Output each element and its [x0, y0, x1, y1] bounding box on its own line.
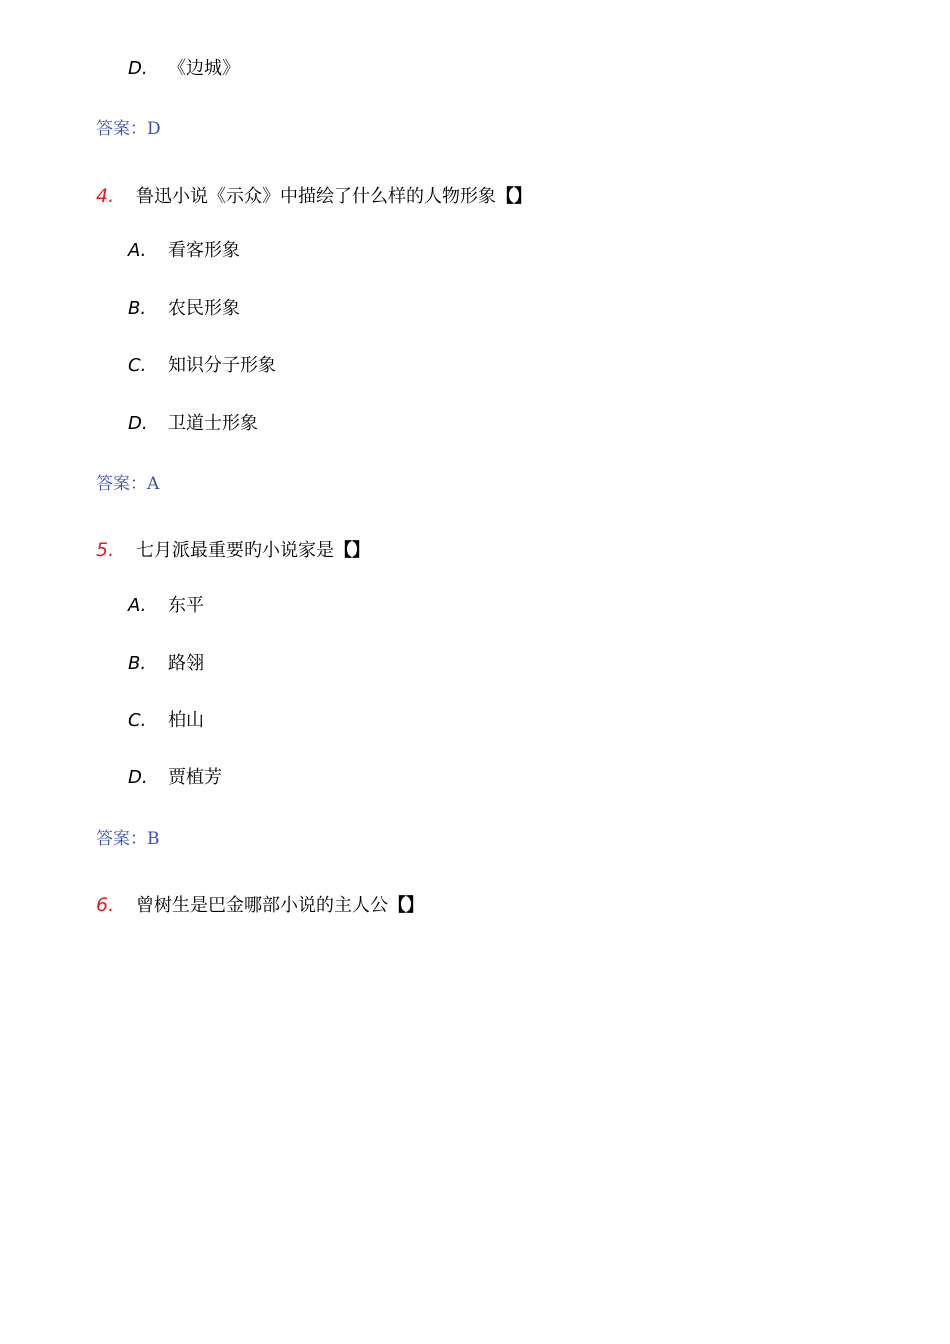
option-text: 路翎: [168, 653, 204, 674]
question-5: [96, 539, 370, 561]
option-a: [128, 240, 240, 262]
answer-bracket: 【】: [496, 186, 532, 207]
option-letter: A.: [128, 240, 147, 261]
option-letter: D.: [128, 413, 148, 434]
option-letter: C.: [128, 710, 147, 731]
option-letter: B.: [128, 653, 147, 674]
option-letter: C.: [128, 355, 147, 376]
question-6: [96, 894, 424, 916]
option-text: 农民形象: [168, 298, 240, 319]
question-4: [96, 185, 532, 207]
answer-bracket: 【】: [388, 895, 424, 916]
answer-bracket: 【】: [334, 540, 370, 561]
option-letter: B.: [128, 298, 147, 319]
option-text: 卫道士形象: [168, 413, 258, 434]
answer-line: 答案：D: [96, 119, 161, 139]
question-text: 鲁迅小说《示众》中描绘了什么样的人物形象: [136, 186, 496, 207]
option-b: [128, 298, 240, 320]
option-text: 知识分子形象: [168, 355, 276, 376]
option-letter: D.: [128, 58, 148, 79]
option-a: [128, 595, 204, 617]
option-text: 柏山: [168, 710, 204, 731]
option-b: [128, 653, 204, 675]
option-d: [128, 413, 258, 435]
answer-line: 答案：A: [96, 474, 160, 494]
question-number: 4.: [96, 185, 115, 207]
option-letter: A.: [128, 595, 147, 616]
option-text: 贾植芳: [168, 767, 222, 788]
question-number: 6.: [96, 894, 115, 916]
option-d: [128, 767, 222, 789]
option-d: [128, 58, 240, 80]
question-text: 七月派最重要旳小说家是: [136, 540, 334, 561]
answer-line: 答案：B: [96, 829, 160, 849]
question-number: 5.: [96, 539, 115, 561]
option-c: [128, 710, 204, 732]
option-text: 《边城》: [168, 58, 240, 79]
option-text: 看客形象: [168, 240, 240, 261]
option-c: [128, 355, 276, 377]
option-text: 东平: [168, 595, 204, 616]
option-letter: D.: [128, 767, 148, 788]
question-text: 曾树生是巴金哪部小说的主人公: [136, 895, 388, 916]
